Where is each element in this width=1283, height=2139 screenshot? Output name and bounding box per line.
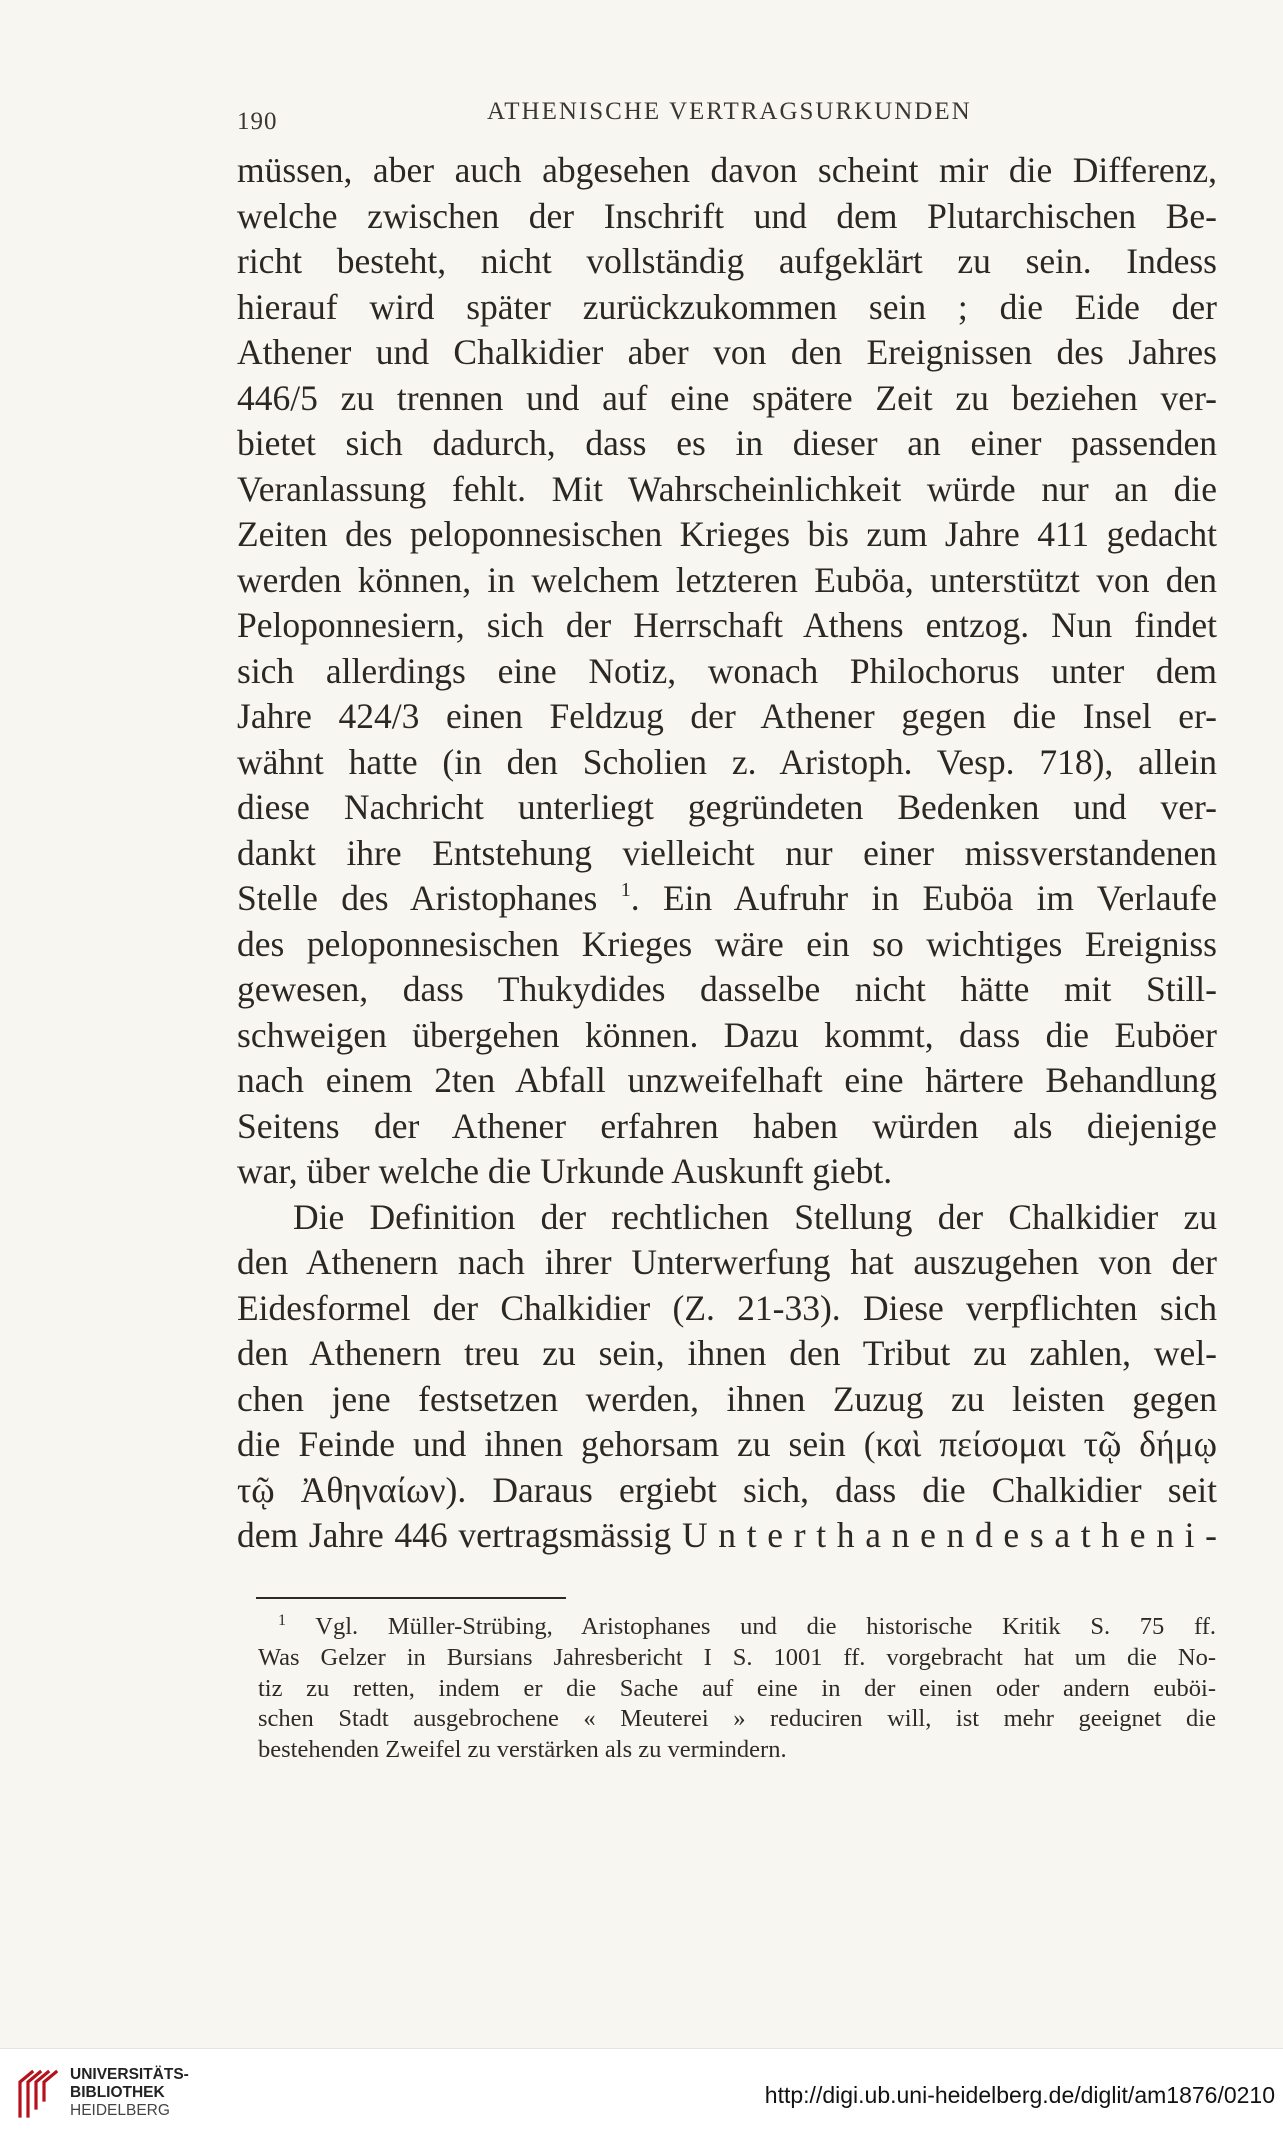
- body-line: Veranlassung fehlt. Mit Wahrscheinlichkeit würde nur an die: [237, 468, 1217, 509]
- body-line: Zeiten des peloponnesischen Krieges bis zum Jahre 411 gedacht: [237, 514, 1217, 554]
- body-line: war, über welche die Urkunde Auskunft giebt.: [237, 1151, 893, 1191]
- body-line: richt besteht, nicht vollständig aufgeklärt zu sein. Indess: [237, 241, 1217, 281]
- page-number: 190: [237, 108, 278, 135]
- library-name-line: UNIVERSITÄTS-: [70, 2066, 189, 2083]
- body-line: Eidesformel der Chalkidier (Z. 21-33). Diese verpflichten sich: [237, 1287, 1217, 1328]
- body-line-with-footnote-ref: [237, 876, 1217, 922]
- footnote-line: [258, 1612, 1216, 1643]
- page-header: [237, 98, 1217, 138]
- body-line: dankt ihre Entstehung vielleicht nur einer missverstandenen: [237, 832, 1217, 873]
- body-line: 446/5 zu trennen und auf eine spätere Zeit zu beziehen ver-: [237, 377, 1217, 418]
- body-line: τῷ Ἀθηναίων). Daraus ergiebt sich, dass die Chalkidier seit: [237, 1469, 1217, 1510]
- body-line: gewesen, dass Thukydides dasselbe nicht hätte mit Still-: [237, 969, 1217, 1009]
- body-line-part: Stelle des Aristophanes: [237, 878, 598, 918]
- body-line: den Athenern nach ihrer Unterwerfung hat auszugehen von der: [237, 1242, 1217, 1282]
- footnote-number: 1: [278, 1612, 286, 1629]
- footnote-divider: [256, 1597, 566, 1599]
- body-line: sich allerdings eine Notiz, wonach Philochorus unter dem: [237, 650, 1217, 691]
- body-line: den Athenern treu zu sein, ihnen den Tribut zu zahlen, wel-: [237, 1333, 1217, 1373]
- body-line: Peloponnesiern, sich der Herrschaft Athens entzog. Nun findet: [237, 605, 1217, 645]
- paragraph-start-line: Die Definition der rechtlichen Stellung der Chalkidier zu: [293, 1196, 1217, 1237]
- footnote-line: schen Stadt ausgebrochene « Meuterei » reduciren will, ist mehr geeignet die: [258, 1705, 1216, 1733]
- body-line: Jahre 424/3 einen Feldzug der Athener gegen die Insel er-: [237, 696, 1217, 736]
- body-line: die Feinde und ihnen gehorsam zu sein (καὶ πείσομαι τῷ δήμῳ: [237, 1424, 1217, 1464]
- permalink-url[interactable]: http://digi.ub.uni-heidelberg.de/diglit/am1876/0210: [764, 2082, 1275, 2108]
- body-text: [237, 148, 1217, 1559]
- body-line: Seitens der Athener erfahren haben würden als diejenige: [237, 1105, 1217, 1146]
- library-logo-icon: [12, 2068, 58, 2120]
- body-line: chen jene festsetzen werden, ihnen Zuzug zu leisten gegen: [237, 1378, 1217, 1419]
- body-line: wähnt hatte (in den Scholien z. Aristoph. Vesp. 718), allein: [237, 741, 1217, 782]
- footnote-line: bestehenden Zweifel zu verstärken als zu vermindern.: [258, 1736, 787, 1764]
- body-line: diese Nachricht unterliegt gegründeten Bedenken und ver-: [237, 787, 1217, 827]
- body-line: dem Jahre 446 vertragsmässig U n t e r t h a n e n d e s a t h e n i -: [237, 1515, 1217, 1555]
- body-line-part: . Ein Aufruhr in Euböa im Verlaufe: [630, 878, 1217, 918]
- body-line: bietet sich dadurch, dass es in dieser an einer passenden: [237, 423, 1217, 463]
- body-line: welche zwischen der Inschrift und dem Plutarchischen Be-: [237, 195, 1217, 236]
- footnote-line-text: Vgl. Müller-Strübing, Aristophanes und die historische Kritik S. 75 ff.: [315, 1613, 1217, 1640]
- footnote-line: Was Gelzer in Bursians Jahresbericht I S. 1001 ff. vorgebracht hat um die No-: [258, 1643, 1216, 1671]
- body-line: hierauf wird später zurückzukommen sein ; die Eide der: [237, 286, 1217, 327]
- footnote-reference: 1: [620, 879, 631, 901]
- body-line: werden können, in welchem letzteren Euböa, unterstützt von den: [237, 559, 1217, 600]
- body-line: nach einem 2ten Abfall unzweifelhaft eine härtere Behandlung: [237, 1060, 1217, 1100]
- body-line: müssen, aber auch abgesehen davon scheint mir die Differenz,: [237, 150, 1217, 190]
- library-name-line: BIBLIOTHEK: [70, 2084, 165, 2101]
- library-name-line: HEIDELBERG: [70, 2102, 170, 2119]
- body-line: des peloponnesischen Krieges wäre ein so wichtiges Ereigniss: [237, 923, 1217, 964]
- library-name: [70, 2066, 189, 2120]
- running-title: ATHENISCHE VERTRAGSURKUNDEN: [487, 98, 972, 125]
- body-line: schweigen übergehen können. Dazu kommt, dass die Euböer: [237, 1014, 1217, 1055]
- footnote-line: tiz zu retten, indem er die Sache auf eine in der einen oder andern euböi-: [258, 1674, 1216, 1702]
- body-line: Athener und Chalkidier aber von den Ereignissen des Jahres: [237, 332, 1217, 372]
- footnote: [258, 1612, 1216, 1766]
